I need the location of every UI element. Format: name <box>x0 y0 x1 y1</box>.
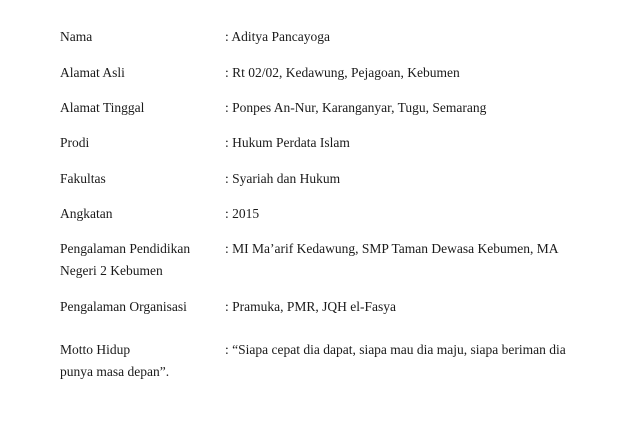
value-pengalaman-organisasi: : Pramuka, PMR, JQH el-Fasya <box>225 299 396 314</box>
value-fakultas: : Syariah dan Hukum <box>225 171 341 186</box>
value-prodi: : Hukum Perdata Islam <box>225 135 350 150</box>
label-motto-hidup: Motto Hidup <box>60 342 131 357</box>
label-angkatan: Angkatan <box>60 206 113 221</box>
label-alamat-asli: Alamat Asli <box>60 65 125 80</box>
label-fakultas: Fakultas <box>60 171 106 186</box>
label-alamat-tinggal: Alamat Tinggal <box>60 100 145 115</box>
label-prodi: Prodi <box>60 135 90 150</box>
value-angkatan: : 2015 <box>225 206 260 221</box>
value-alamat-tinggal: : Ponpes An-Nur, Karanganyar, Tugu, Semarang <box>225 100 487 115</box>
label-nama: Nama <box>60 29 93 44</box>
label-pengalaman-pendidikan: Pengalaman Pendidikan <box>60 241 191 256</box>
label-pengalaman-organisasi: Pengalaman Organisasi <box>60 299 187 314</box>
value-motto-hidup-continuation: punya masa depan”. <box>60 364 170 379</box>
value-nama: : Aditya Pancayoga <box>225 29 330 44</box>
value-pengalaman-pendidikan: : MI Ma’arif Kedawung, SMP Taman Dewasa Kebumen, MA <box>225 241 559 256</box>
value-motto-hidup: : “Siapa cepat dia dapat, siapa mau dia maju, siapa beriman dia <box>225 342 566 357</box>
value-alamat-asli: : Rt 02/02, Kedawung, Pejagoan, Kebumen <box>225 65 460 80</box>
value-pengalaman-pendidikan-continuation: Negeri 2 Kebumen <box>60 263 163 278</box>
